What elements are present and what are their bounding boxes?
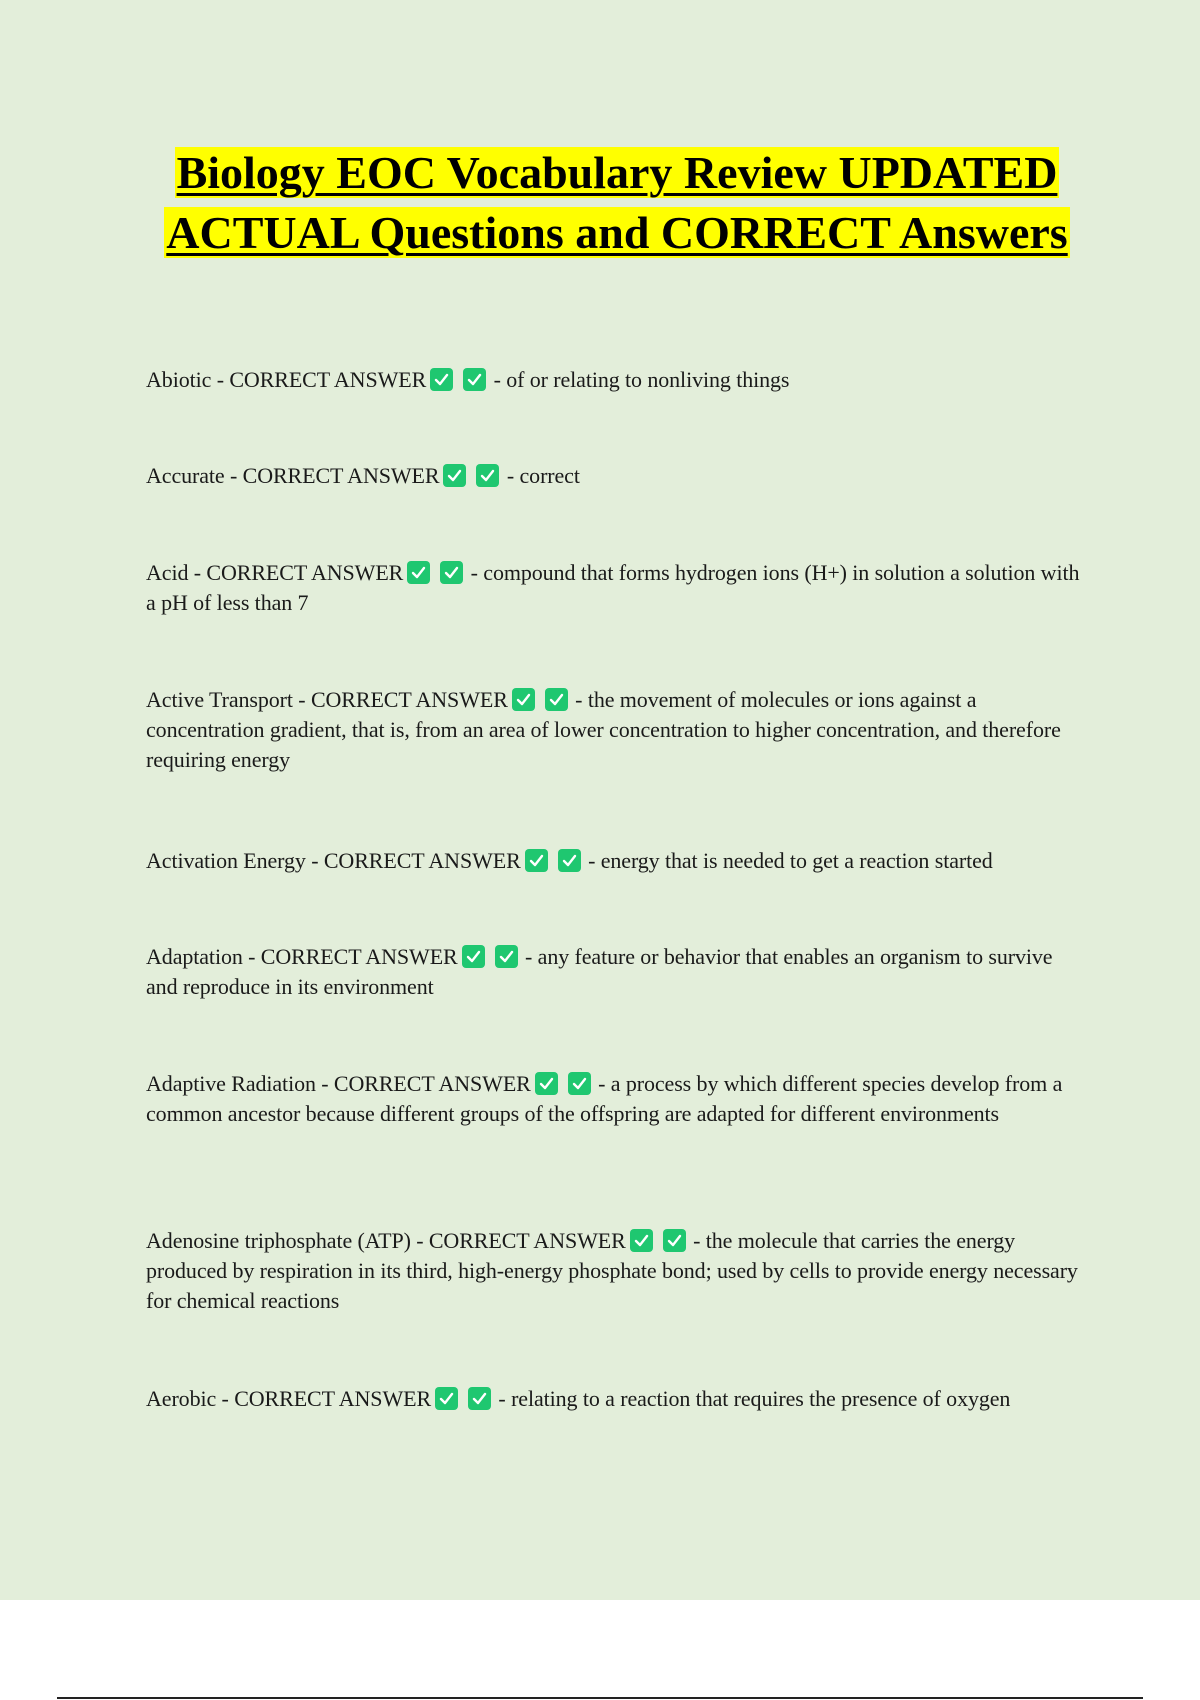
entry-term: Adaptation <box>146 944 243 969</box>
document-title <box>120 143 1114 263</box>
entry-definition: the molecule that carries the energy produced by respiration in its third, high-energy phosphate bond; used by cells to provide energy necessary for chemical reactions <box>146 1228 1078 1313</box>
vocabulary-entry: Adaptation - CORRECT ANSWER - any feature or behavior that enables an organism to survive and reproduce in its environment <box>146 944 1053 999</box>
vocabulary-entry: Adaptive Radiation - CORRECT ANSWER - a process by which different species develop from a common ancestor because different groups of the offspring are adapted for different environments <box>146 1071 1063 1126</box>
entry-term: Abiotic <box>146 367 212 392</box>
answer-marker: CORRECT ANSWER <box>428 1228 626 1253</box>
check-mark-icon <box>443 464 466 487</box>
check-mark-icon <box>663 1229 686 1252</box>
entry-term: Accurate <box>146 463 225 488</box>
check-mark-icon <box>525 849 548 872</box>
entry-term: Aerobic <box>146 1386 217 1411</box>
entry-definition: a process by which different species develop from a common ancestor because different groups of the offspring are adapted for different environments <box>146 1071 1063 1126</box>
answer-marker: CORRECT ANSWER <box>310 687 508 712</box>
entry-term: Activation Energy <box>146 848 306 873</box>
check-mark-icon <box>545 688 568 711</box>
answer-marker: CORRECT ANSWER <box>206 560 404 585</box>
vocabulary-entry: Acid - CORRECT ANSWER - compound that forms hydrogen ions (H+) in solution a solution with a pH of less than 7 <box>146 560 1080 615</box>
vocabulary-entry: Aerobic - CORRECT ANSWER - relating to a reaction that requires the presence of oxygen <box>146 1386 1011 1411</box>
entry-term: Adenosine triphosphate (ATP) <box>146 1228 411 1253</box>
vocabulary-entry: Adenosine triphosphate (ATP) - CORRECT ANSWER - the molecule that carries the energy produced by respiration in its third, high-energy phosphate bond; used by cells to provide energy necessary for chemical reactions <box>146 1228 1078 1313</box>
document-title-text: Biology EOC Vocabulary Review UPDATED ACTUAL Questions and CORRECT Answers <box>166 147 1068 258</box>
check-mark-icon <box>407 561 430 584</box>
check-mark-icon <box>558 849 581 872</box>
check-mark-icon <box>440 561 463 584</box>
check-mark-icon <box>468 1387 491 1410</box>
entry-term: Adaptive Radiation <box>146 1071 316 1096</box>
check-mark-icon <box>476 464 499 487</box>
vocabulary-entry: Activation Energy - CORRECT ANSWER - energy that is needed to get a reaction started <box>146 848 993 873</box>
answer-marker: CORRECT ANSWER <box>242 463 440 488</box>
check-mark-icon <box>435 1387 458 1410</box>
entry-definition: the movement of molecules or ions against a concentration gradient, that is, from an area of lower concentration to higher concentration, and therefore requiring energy <box>146 687 1061 772</box>
answer-marker: CORRECT ANSWER <box>323 848 521 873</box>
entry-term: Acid <box>146 560 189 585</box>
check-mark-icon <box>630 1229 653 1252</box>
entry-definition: energy that is needed to get a reaction started <box>600 848 993 873</box>
answer-marker: CORRECT ANSWER <box>333 1071 531 1096</box>
check-mark-icon <box>535 1072 558 1095</box>
check-mark-icon <box>568 1072 591 1095</box>
entry-term: Active Transport <box>146 687 293 712</box>
check-mark-icon <box>463 368 486 391</box>
answer-marker: CORRECT ANSWER <box>260 944 458 969</box>
answer-marker: CORRECT ANSWER <box>234 1386 432 1411</box>
check-mark-icon <box>430 368 453 391</box>
check-mark-icon <box>512 688 535 711</box>
entry-definition: compound that forms hydrogen ions (H+) in solution a solution with a pH of less than 7 <box>146 560 1080 615</box>
entry-definition: of or relating to nonliving things <box>506 367 790 392</box>
vocabulary-entry: Active Transport - CORRECT ANSWER - the movement of molecules or ions against a concentration gradient, that is, from an area of lower concentration to higher concentration, and therefore requiring energy <box>146 687 1061 772</box>
vocabulary-entry: Accurate - CORRECT ANSWER - correct <box>146 463 580 488</box>
entry-definition: any feature or behavior that enables an organism to survive and reproduce in its environment <box>146 944 1053 999</box>
check-mark-icon <box>462 945 485 968</box>
entry-definition: relating to a reaction that requires the presence of oxygen <box>511 1386 1011 1411</box>
vocabulary-entry: Abiotic - CORRECT ANSWER - of or relating to nonliving things <box>146 367 790 392</box>
answer-marker: CORRECT ANSWER <box>229 367 427 392</box>
entry-definition: correct <box>519 463 580 488</box>
check-mark-icon <box>495 945 518 968</box>
footer-divider <box>57 1697 1143 1699</box>
